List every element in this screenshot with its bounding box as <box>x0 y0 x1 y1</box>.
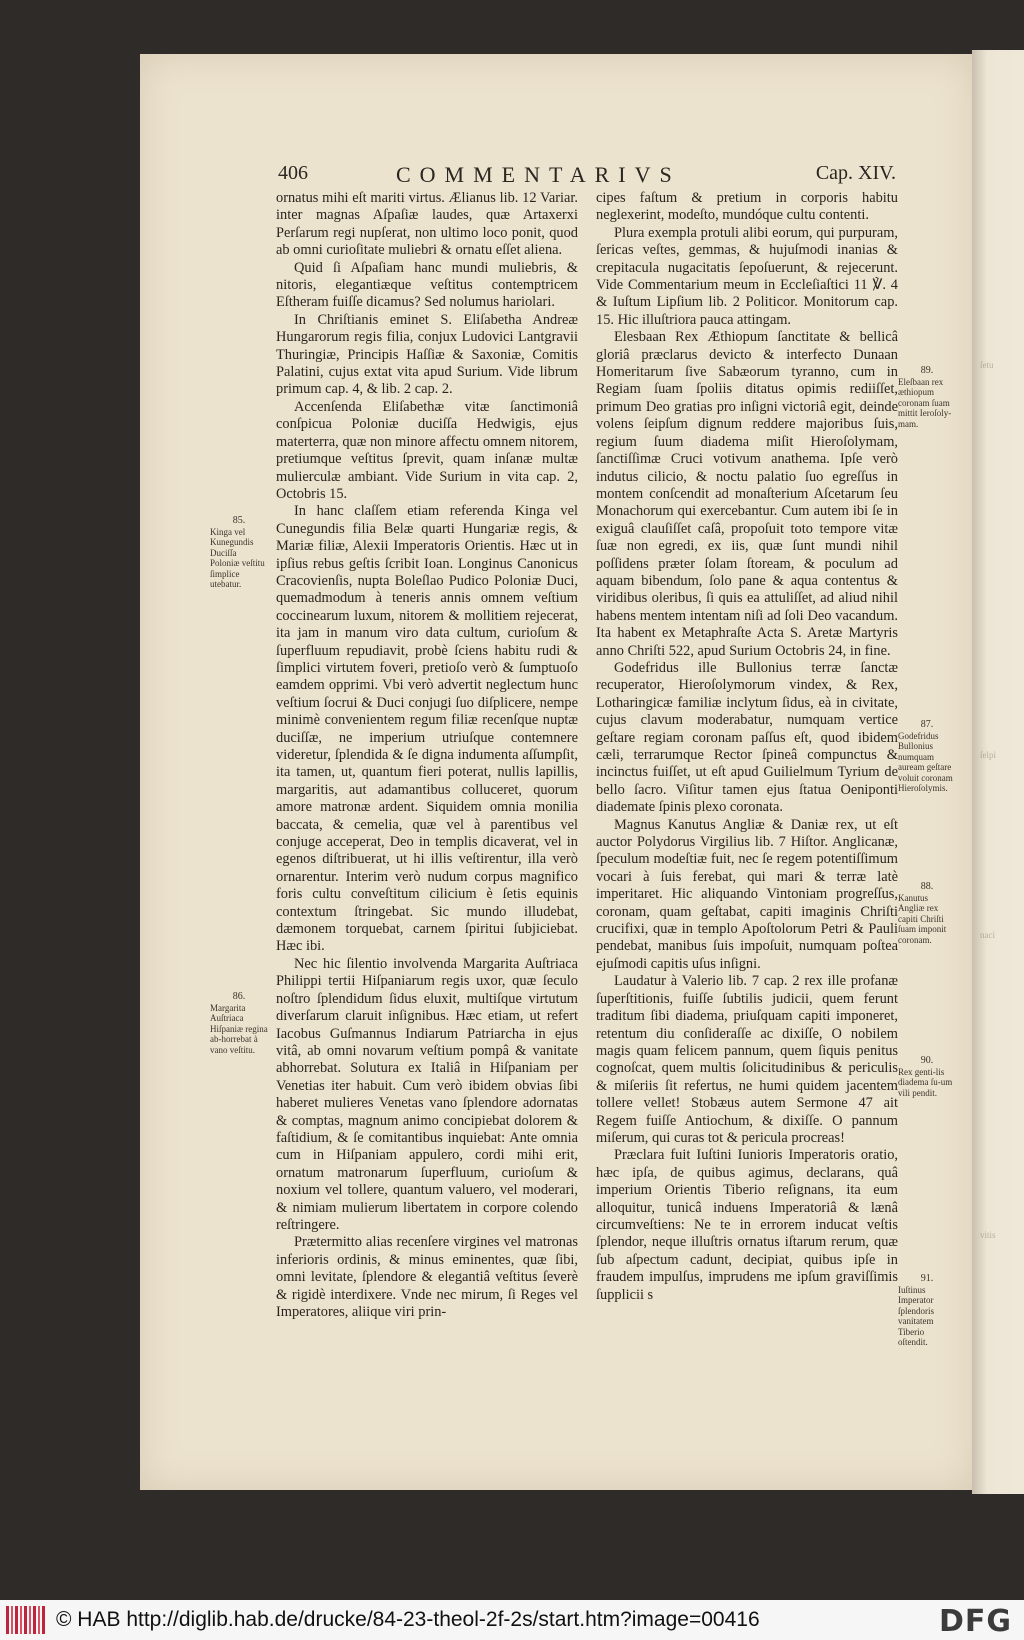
margin-note <box>898 1274 956 1348</box>
left-text-column <box>276 190 578 1321</box>
margin-note-text: Iuſtinus Imperator ſplendoris vanitatem Tiberio oſtendit. <box>898 1284 934 1347</box>
viewer-footer <box>0 1600 1024 1640</box>
facing-page-edge: ſetu ſelpi naci vitis <box>972 50 1024 1494</box>
margin-note-number: 85. <box>232 515 246 526</box>
right-text-column <box>596 190 898 1304</box>
margin-note-number: 89. <box>920 365 934 376</box>
dfg-logo: DFG <box>938 1604 1012 1639</box>
paragraph: Prætermitto alias recenſere virgines vel matronas inferioris ordinis, & minus eminentes, quæ ſibi, omni levitate, ſplendore & elegantiâ veſtitus ſeverè & rigidè interdixere. Vnde nec mirum, ſi Reges vel Imperatores, aliique viri prin- <box>276 1234 578 1320</box>
margin-note-text: Kinga vel Kunegundis Duciſſa Poloniæ veſtitu ſimplice utebatur. <box>210 526 265 589</box>
paragraph: Nec hic ſilentio involvenda Margarita Auſtriaca Philippi tertii Hiſpaniarum regis uxor, quæ ſeculo noſtro ſplendidum ſidus eluxit, multiſque virtutum diverſarum claruit inſignibus. Hæc etiam, ut refert Iacobus Guſmannus Indiarum Patriarcha in ejus vitâ, ab omni novarum veſtium pompâ & vanitate abhorrebat. Soluturа ex Italiâ in Hiſpaniam per Venetias iter habuit. Cum verò ibidem obvias ſibi haberet mulieres Venetas vano ſplendore adornatas & comptas, magnum animo concipiebat dolorem & faſtidium, & ſe comitantibus inquiebat: Ante omnia cum in Hiſpaniam appulero, cordi mihi erit, ornatum matronarum ſuperfluum, curioſum & noxium vel tollere, quantum valuero, vel moderari, & nimiam mulierum libertatem in corpore colendo reſtringere. <box>276 955 578 1233</box>
margin-note-text: Kanutus Angliæ rex capiti Chriſti ſuam imponit coronam. <box>898 892 947 945</box>
margin-note-text: Godefridus Bullonius numquam auream geſtare voluit coronam Hieroſolymis. <box>898 730 953 793</box>
page-number: 406 <box>278 162 308 184</box>
margin-note-text: Margarita Auſtriaca Hiſpaniæ regina ab-horrebat à vano veſtitu. <box>210 1002 268 1055</box>
margin-note <box>210 516 268 590</box>
running-title: COMMENTARIVS <box>396 162 681 187</box>
margin-note-text: Eleſbaan rex æthiopum coronam ſuam mittit Ieroſoly-mam. <box>898 376 952 429</box>
paragraph: ornatus mihi eſt mariti virtus. Ælianus lib. 12 Variar. inter magnas Aſpaſiæ laudes, quæ Artaxerxi Perſarum regi nupſerat, non ultimo loco ponit, quod ab omni curioſitate muliebri & ornatu eſſet aliena. <box>276 190 578 259</box>
paragraph: Magnus Kanutus Angliæ & Daniæ rex, ut eſt auctor Polydorus Virgilius lib. 7 Hiſtor. Anglicanæ, ſpeculum modeſtiæ fuit, nec ſe regem potentiſſimum vocari à ſuis ferebat, qui mari & terræ latè imperitaret. Hic aliquando Vintoniam progreſſus, coronam, quam geſtabat, capiti imaginis Chriſti crucifixi, quæ in templo Apoſtolorum Petri & Pauli pendebat, manibus ſuis impoſuit, numquam poſtea ejuſmodi capitis uſus inſigni. <box>596 816 898 972</box>
chapter-label: Cap. XIV. <box>815 162 896 184</box>
running-head <box>278 162 896 188</box>
paragraph: cipes faſtum & pretium in corporis habitu neglexerint, modeſto, mundóque cultu contenti. <box>596 190 898 224</box>
paragraph: Accenſenda Eliſabethæ vitæ ſanctimoniâ conſpicua Poloniæ duciſſa Hedwigis, ejus materterra, quæ non minore affectu omnem nitorem, pretiumque veſtitus ſprevit, quam inſanæ multæ mulierculæ ambiant. Vide Surium in vita cap. 2, Octobris 15. <box>276 398 578 502</box>
margin-note-number: 91. <box>920 1273 934 1284</box>
margin-note-number: 88. <box>920 881 934 892</box>
paragraph: In hanc claſſem etiam referenda Kinga vel Cunegundis filia Belæ quarti Hungariæ regis, & Mariæ filiæ, Alexii Imperatoris Orientis. Hæc ut in ipſius rebus geſtis ſcribit Ioan. Longinus Canonicus Cracovienſis, nupta Boleſlao Pudico Poloniæ Duci, quemadmodum à teneris annis omnem veſtium coccinearum luxum, nitorem & mollitiem rejecerat, ita jam in manum viro data cultum, curioſum & ſuperfluum repudiavit, probè ſciens habitu rudi & ſimplici virtutem foveri, pretioſo verò & ſumptuoſo eamdem opprimi. Vbi verò advertit neglectum hunc veſtium ſocrui & Duci conjugi ſuo diſplicere, nempe minimè convenientem regum filiæ recenſque nuptæ duciſſæ, ne imperium utriuſque contemnere videretur, ſplendida & ſe digna indumenta aſſumpſit, ita tamen, ut, quantum fieri poterat, nullis lapillis, margaritis, aut adamantibus colluceret, quorum amore matronæ ardent. Siquidem omnia monilia baccata, & cemelia, quæ vel à parentibus vel conjuge acceperat, Deo in templis dicaverat, vel in egenos diſtribuerat, ut hi illis veſtirentur, illa verò ornarentur. Interim verò nudum corpus magnifico foris cultu conveſtitum cilicium è ſetis equinis contextum ſtringebat. Sic mundo illudebat, dæmonem torquebat, carnem ſpiritui ſubjiciebat. Hæc ibi. <box>276 503 578 955</box>
margin-note-number: 87. <box>920 719 934 730</box>
paragraph: Plura exempla protuli alibi eorum, qui purpuram, ſericas veſtes, gemmas, & hujuſmodi inanias & crepitacula nugacitatis ſepoſuerunt, & rejecerunt. Vide Commentarium meum in Eccleſiaſtici 11 ℣. 4 & Iuſtum Lipſium lib. 2 Politicor. Monitorum cap. 15. Hic illuſtriora pauca attingam. <box>596 224 898 328</box>
margin-note <box>898 882 956 945</box>
paragraph: Laudatur à Valerio lib. 7 cap. 2 rex ille profanæ ſuperſtitionis, fuiſſe ſubtilis judicii, quem ferunt traditum ſibi diadema, priuſquam capiti imponeret, retentum diu conſideraſſe ac dixiſſe, O nobilem magis quam felicem pannum, quem ſiquis penitus cognoſcat, quem multis ſolicitudinibus & periculis & miſeriis ſit refertus, ne humi quidem jacentem tollere vellet! Stobæus autem Sermone 47 ait Regem fuiſſe Antiochum, & dixiſſe. O pannum miſerum, qui curas tot & pericula procreas! <box>596 973 898 1146</box>
margin-note-text: Rex genti-lis diadema ſu-um vili pendit. <box>898 1066 953 1098</box>
margin-note <box>898 1056 956 1098</box>
margin-note-number: 86. <box>232 991 246 1002</box>
paragraph: Elesbaan Rex Æthiopum ſanctitate & bellicâ gloriâ præclarus devicto & interfecto Dunaan Homeritarum ſive Sabæorum tyranno, cum in Regiam ſuam ſpoliis ditatus opimis rediiſſet, primum Deo gratias pro inſigni victoriâ egit, deinde volens ſeipſum dignum reddere majoribus ſuis, regium ſuum diadema miſit Hieroſolymam, ſanctiſſimæ Cruci votivum anathema. Ipſe verò indutus cilicio, & noctu palatio ſuo egreſſus in montem conſcendit ad monaſterium Aſcetarum ſeu Monachorum qui exercebantur. Cum autem ibi ſe in exiguâ clauſiſſet caſâ, propoſuit toto tempore vitæ ſuæ non egredi, ex iis, quæ ſunt mundi nihil poſſidens præter ſolam ſtoream, & poculum ad aquam bibendum, ſolo pane & aqua contentus & viridibus oleribus, ſi quis ea attuliſſet, ad aliud nihil habens mentem intentam niſi ad ſoli Deo vacandum. Ita habent ex Metaphraſte Acta S. Aretæ Martyris anno Chriſti 522, apud Surium Octobris 24, in fine. <box>596 329 898 659</box>
hab-barcode-icon <box>6 1606 46 1634</box>
source-url[interactable]: © HAB http://diglib.hab.de/drucke/84-23-theol-2f-2s/start.htm?image=00416 <box>56 1608 760 1631</box>
margin-note <box>898 366 956 429</box>
margin-note-number: 90. <box>920 1055 934 1066</box>
paragraph: In Chriſtianis eminet S. Eliſabetha Andreæ Hungarorum regis filia, conjux Ludovici Lantgravii Thuringiæ, Principis Haſſiæ & Saxoniæ, Comitis Palatini, cujus extat vita apud Surium. Vide librum primum cap. 4, & lib. 2 cap. 2. <box>276 311 578 398</box>
margin-note <box>898 720 956 794</box>
paragraph: Godefridus ille Bullonius terræ ſanctæ recuperator, Hieroſolymorum vindex, & Rex, Lotharingicæ familiæ inclytum ſidus, eà in civitate, cujus clavum moderabatur, numquam vertice geſtare regiam coronam paſſus eſt, quod ibidem cæli, terrarumque Rector ſpineâ compunctus & incinctus fuiſſet, ut eſt apud Guilielmum Tyrium de bello ſacro. Viſitur tamen ejus ſtatua Oeniponti diademate ſpinis plexo coronata. <box>596 659 898 816</box>
paragraph: Præclara fuit Iuſtini Iunioris Imperatoris oratio, hæc ipſa, de quibus agimus, declarans, quâ imperium Orientis Tiberio reſignans, ita eum alloquitur, tunicâ induens Imperatoriâ & lænâ circumveſtiens: Ne te in errorem inducat veſtis ſplendor, neque illuſtris ornatus iſtarum rerum, quæ ſub aſpectum cadunt, decipiat, quibus ipſe in fraudem impulſus, imprudens me ipſum graviſſimis ſupplicii s <box>596 1147 898 1303</box>
paragraph: Quid ſi Aſpaſiam hanc mundi muliebris, & nitoris, elegantiæque veſtitus contemptricem Eſtheram fuiſſe dicamus? Sed nolumus hariolari. <box>276 259 578 311</box>
margin-note <box>210 992 268 1055</box>
